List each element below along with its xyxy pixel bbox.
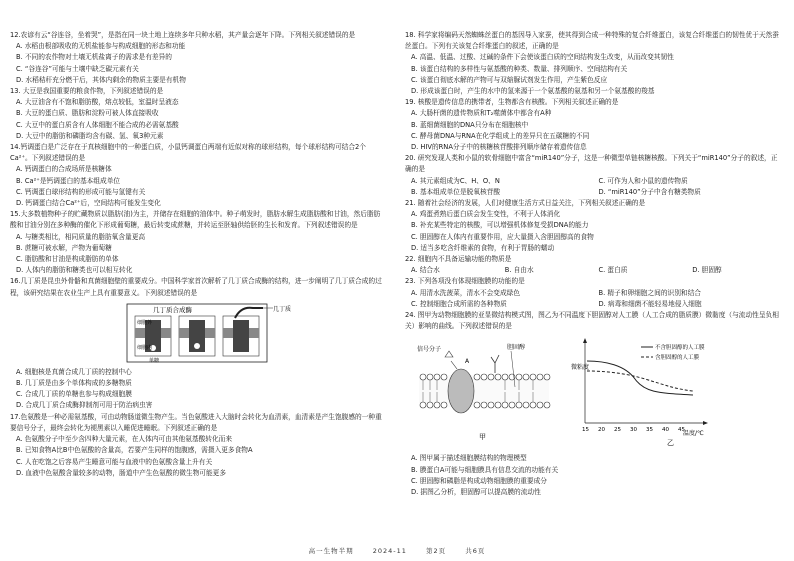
q17-option-c: C. 人在吃饱之后容易产生睡意可能与血液中的色氨酸含量上升有关 bbox=[16, 457, 213, 466]
chitin-synthase-diagram bbox=[123, 302, 313, 364]
x-tick-30: 30 bbox=[630, 427, 637, 434]
q14-option-d: D. 钙调蛋白结合Ca²⁺后，空间结构可能发生变化 bbox=[16, 199, 161, 208]
q18-stem: 18. 科学家将编码天然蜘蛛丝蛋白的基因导入家蚕，使其得到合成一种特殊的复合纤维蛋白，该复合纤维蛋白的韧性优于天然蚕丝蛋白。下列有关该复合纤维蛋白的叙述，正确的是 bbox=[405, 31, 779, 51]
x-tick-15: 15 bbox=[582, 427, 589, 434]
q13-stem: 13. 大豆是我国重要的粮食作物，下列叙述错误的是 bbox=[10, 87, 164, 96]
q16-option-d: D. 合成几丁质合成酶抑制剂可用于防治病虫害 bbox=[16, 401, 153, 410]
q22-stem: 22. 细胞内不具备运输功能的物质是 bbox=[405, 255, 512, 264]
q24-figures bbox=[405, 335, 780, 453]
figure-jia-label: 甲 bbox=[479, 433, 486, 442]
q23-options-row-2 bbox=[405, 299, 780, 310]
q23-option-a: A. 用清水洗菠菜，清水不会变成绿色 bbox=[411, 288, 521, 297]
q16-stem: 16.几丁质是昆虫外骨骼和真菌细胞壁的重要成分。中国科学家首次解析了几丁质合成酶的结构，进一步阐明了几丁质合成的过程，该研究结果在农业生产上具有重要意义。下列叙述错误的是 bbox=[10, 277, 382, 297]
q21-option-b: B. 补充某些特定的核酸，可以增强机体修复受损DNA的能力 bbox=[411, 221, 589, 230]
figure-yi-label: 乙 bbox=[667, 439, 674, 448]
q24-stem: 24. 图甲为动物细胞膜的亚显微结构模式图，图乙为不同温度下胆固醇对人工膜（人工合成的脂质膜）微黏度（与流动性呈负相关）影响的曲线。下列叙述错误的是 bbox=[405, 311, 779, 331]
legend-with: 含胆固醇的人工膜 bbox=[655, 355, 700, 362]
synthase-panel-2 bbox=[179, 316, 215, 356]
fig16-chitin-label: 几丁质 bbox=[272, 305, 291, 313]
q13-option-a: A. 大豆油含有不饱和脂肪酸，熔点较低，室温时呈液态 bbox=[16, 98, 179, 107]
q18-option-c: C. 该蛋白彻底水解的产物可与双缩脲试剂发生作用，产生紫色反应 bbox=[411, 75, 608, 84]
footer-course: 高一生物半期 bbox=[308, 547, 354, 555]
q21-option-c: C. 胆固醇在人体内有重要作用，应大量摄入含胆固醇高的食物 bbox=[411, 232, 594, 241]
q20-options-row-1 bbox=[405, 176, 780, 187]
q15-stem: 15.大多数植物种子的贮藏物质以脂肪(油)为主，并储存在细胞的油体中。种子萌发时，脂肪水解生成脂肪酸和甘油，然后脂肪酸和甘油分别在多种酶的催化下形成葡萄糖，最后转变成蔗糖，并转运至胚轴供给胚的生长和发育。下列叙述错误的是 bbox=[10, 210, 381, 230]
graph-y-axis-label: 微粘度 bbox=[571, 364, 590, 372]
q17-stem: 17.色氨酸是一种必需氨基酸，可由动物肠道微生物产生。当色氨酸进入大脑时会转化为血清素，血清素是产生饱腹感的一种重要信号分子，最终会转化为褪黑素以入睡促进睡眠。下列叙述正确的是 bbox=[10, 412, 382, 432]
synthase-panel-3 bbox=[223, 308, 263, 356]
q15-option-b: B. 蔗糖可被水解，产物为葡萄糖 bbox=[16, 243, 112, 252]
curve-with-cholesterol bbox=[587, 371, 693, 391]
q20-options-row-2 bbox=[405, 187, 780, 198]
page-footer bbox=[0, 546, 794, 555]
q15-option-c: C. 脂肪酸和甘油是构成脂肪的单体 bbox=[16, 255, 119, 264]
x-tick-20: 20 bbox=[598, 427, 605, 434]
x-tick-25: 25 bbox=[614, 427, 621, 434]
fig16-outside-label: 细胞外 bbox=[136, 319, 152, 326]
q16-option-c: C. 合成几丁质的单糖也参与构成细胞膜 bbox=[16, 390, 132, 399]
left-column bbox=[10, 30, 385, 479]
fig16-title: 几丁质合成酶 bbox=[152, 305, 192, 314]
q22-option-c: C. 蛋白质 bbox=[598, 266, 628, 275]
q21-option-d: D. 适当多吃含纤维素的食物，有利于胃肠的蠕动 bbox=[411, 243, 555, 252]
q15-option-d: D. 人体内的脂肪和糖类也可以相互转化 bbox=[16, 266, 133, 275]
q17-option-d: D. 血液中色氨酸含量较多的动物，肠道中产生色氨酸的微生物可能更多 bbox=[16, 468, 227, 477]
legend-without: 不含胆固醇的人工膜 bbox=[655, 345, 705, 352]
q14-option-b: B. Ca²⁺是钙调蛋白的基本组成单位 bbox=[16, 176, 121, 185]
q18-option-a: A. 高温、低温、过酸、过碱的条件下会使该蛋白质的空间结构发生改变，从而改变其韧性 bbox=[411, 53, 674, 62]
q14-stem: 14.钙调蛋白是广泛存在于真核细胞中的一种蛋白质，小鼠钙调蛋白两端有近似对称的球形结构，每个球形结构可结合2个Ca²⁺。下列叙述错误的是 bbox=[10, 143, 366, 163]
q12-option-d: D. 水稻秸秆充分燃干后，其体内剩余的物质主要是有机物 bbox=[16, 75, 186, 84]
q23-option-b: B. 精子和卵细胞之间的识别和结合 bbox=[598, 288, 701, 297]
q18-option-b: B. 该蛋白结构的多样性与氨基酸的种类、数量、排列顺序、空间结构有关 bbox=[411, 64, 628, 73]
footer-page: 第2页 bbox=[425, 547, 447, 555]
q13-option-b: B. 大豆的蛋白质、脂肪和淀粉可被人体直接吸收 bbox=[16, 109, 159, 118]
q22-option-b: B. 自由水 bbox=[504, 266, 534, 275]
viscosity-graph bbox=[565, 335, 735, 453]
q13-option-c: C. 大豆中的蛋白质含有人体细胞不能合成的必需氨基酸 bbox=[16, 120, 179, 129]
signal-molecule-icon bbox=[445, 351, 453, 357]
x-tick-45: 45 bbox=[678, 427, 685, 434]
q22-options-row bbox=[405, 265, 780, 276]
membrane-protein-a bbox=[448, 369, 474, 413]
q21-option-a: A. 鸡蛋煮熟后蛋白质会发生变性，不利于人体消化 bbox=[411, 210, 561, 219]
x-tick-40: 40 bbox=[662, 427, 669, 434]
q24-option-a: A. 图甲属于描述细胞膜结构的物理模型 bbox=[411, 454, 527, 463]
q12-option-c: C. “谷连谷”可能与土壤中缺乏碳元素有关 bbox=[16, 64, 139, 73]
cell-membrane-diagram bbox=[415, 335, 555, 453]
footer-total: 共6页 bbox=[465, 547, 486, 555]
q16-option-a: A. 细胞核是真菌合成几丁质的控制中心 bbox=[16, 367, 132, 376]
footer-date: 2024-11 bbox=[372, 547, 407, 555]
q14-option-a: A. 钙调蛋白的合成场所是核糖体 bbox=[16, 165, 112, 174]
q20-option-d: D. “miR140”分子中含有糖类物质 bbox=[598, 187, 701, 196]
glycoprotein-icon bbox=[491, 355, 499, 373]
q19-option-c: C. 酵母菌DNA与RNA在化学组成上的差异只在五碳糖的不同 bbox=[411, 131, 590, 140]
q22-option-a: A. 结合水 bbox=[411, 266, 440, 275]
q23-stem: 23. 下列各项没有体现细胞膜的功能的是 bbox=[405, 277, 525, 286]
q19-option-a: A. 大肠杆菌的遗传物质和T₂噬菌体中都含有A种 bbox=[411, 109, 552, 118]
q14-option-c: C. 钙调蛋白球形结构的形成可能与氢键有关 bbox=[16, 187, 146, 196]
q18-option-d: D. 形成该蛋白时，产生的水中的氢来源于一个氨基酸的氨基和另一个氨基酸的羧基 bbox=[411, 87, 655, 96]
curve-without-cholesterol bbox=[587, 361, 693, 395]
q17-option-a: A. 色氨酸分子中至少含四种大量元素，在人体内可由其他氨基酸转化而来 bbox=[16, 435, 233, 444]
q16-option-b: B. 几丁质是由多个单体构成的多糖物质 bbox=[16, 379, 132, 388]
q19-stem: 19. 核酸是遗传信息的携带者，生物都含有核酸。下列相关叙述正确的是 bbox=[405, 98, 619, 107]
fig16-monomer-label: 单糖 bbox=[148, 357, 159, 364]
graph-x-ticks bbox=[582, 427, 685, 433]
q21-stem: 21. 随着社会经济的发展，人们对健康生活方式日益关注，下列相关叙述正确的是 bbox=[405, 199, 646, 208]
chitin-synthase-figure bbox=[50, 302, 385, 364]
q19-option-b: B. 蓝细菌细胞的DNA只分布在细胞核中 bbox=[411, 120, 529, 129]
x-tick-35: 35 bbox=[646, 427, 653, 434]
q22-option-d: D. 胆固醇 bbox=[692, 266, 722, 275]
q24-option-b: B. 膜蛋白A可能与细胞膜具有信息交流的功能有关 bbox=[411, 465, 559, 474]
graph-x-axis-label: 温度/℃ bbox=[683, 430, 704, 438]
q12-option-b: B. 不同的农作物对土壤无机盐离子的需求是有差异的 bbox=[16, 53, 172, 62]
q23-options-row-1 bbox=[405, 288, 780, 299]
fig16-inside-label: 细胞内 bbox=[136, 344, 152, 351]
q20-option-a: A. 其元素组成为C、H、O、N bbox=[411, 176, 500, 185]
q12-stem: 12.农谚有云“谷连谷，坐着哭”，是指在同一块土地上连续多年只种水稻，其产量会逐年下降。下列相关叙述错误的是 bbox=[10, 31, 356, 39]
cholesterol-label: 胆固醇 bbox=[507, 344, 526, 352]
q23-option-c: C. 控制细胞合成所需的各种物质 bbox=[411, 299, 507, 308]
signal-molecule-label: 信号分子 bbox=[417, 346, 442, 354]
q15-option-a: A. 与糖类相比，相同质量的脂肪氧含量更高 bbox=[16, 232, 146, 241]
q23-option-d: D. 病毒和细菌不能轻易地侵入细胞 bbox=[598, 299, 702, 308]
q17-option-b: B. 已知食物A比B中色氨酸的含量高，若要产生同样的饱腹感，需摄入更多食物A bbox=[16, 446, 253, 455]
right-column bbox=[405, 30, 780, 498]
q12-option-a: A. 水稻由根部吸收的无机盐能参与构成细胞的形态和功能 bbox=[16, 42, 186, 51]
q24-option-d: D. 据图乙分析，胆固醇可以提高膜的流动性 bbox=[411, 488, 541, 497]
q20-stem: 20. 研究发现人类和小鼠的软骨细胞中富含“miR140”分子，这是一种微型单链核糖核酸。下列关于“miR140”分子的叙述，正确的是 bbox=[405, 154, 778, 174]
protein-a-label: A bbox=[465, 358, 470, 366]
q20-option-c: C. 可作为人和小鼠的遗传物质 bbox=[598, 176, 688, 185]
q13-option-d: D. 大豆中的脂肪和磷脂均含有碳、氢、氧3种元素 bbox=[16, 131, 164, 140]
q24-option-c: C. 胆固醇和磷脂是构成动物细胞膜的重要成分 bbox=[411, 476, 547, 485]
q20-option-b: B. 基本组成单位是脱氧核苷酸 bbox=[411, 187, 501, 196]
q19-option-d: D. HIV的RNA分子中的核糖核苷酸排列顺序储存着遗传信息 bbox=[411, 143, 587, 152]
